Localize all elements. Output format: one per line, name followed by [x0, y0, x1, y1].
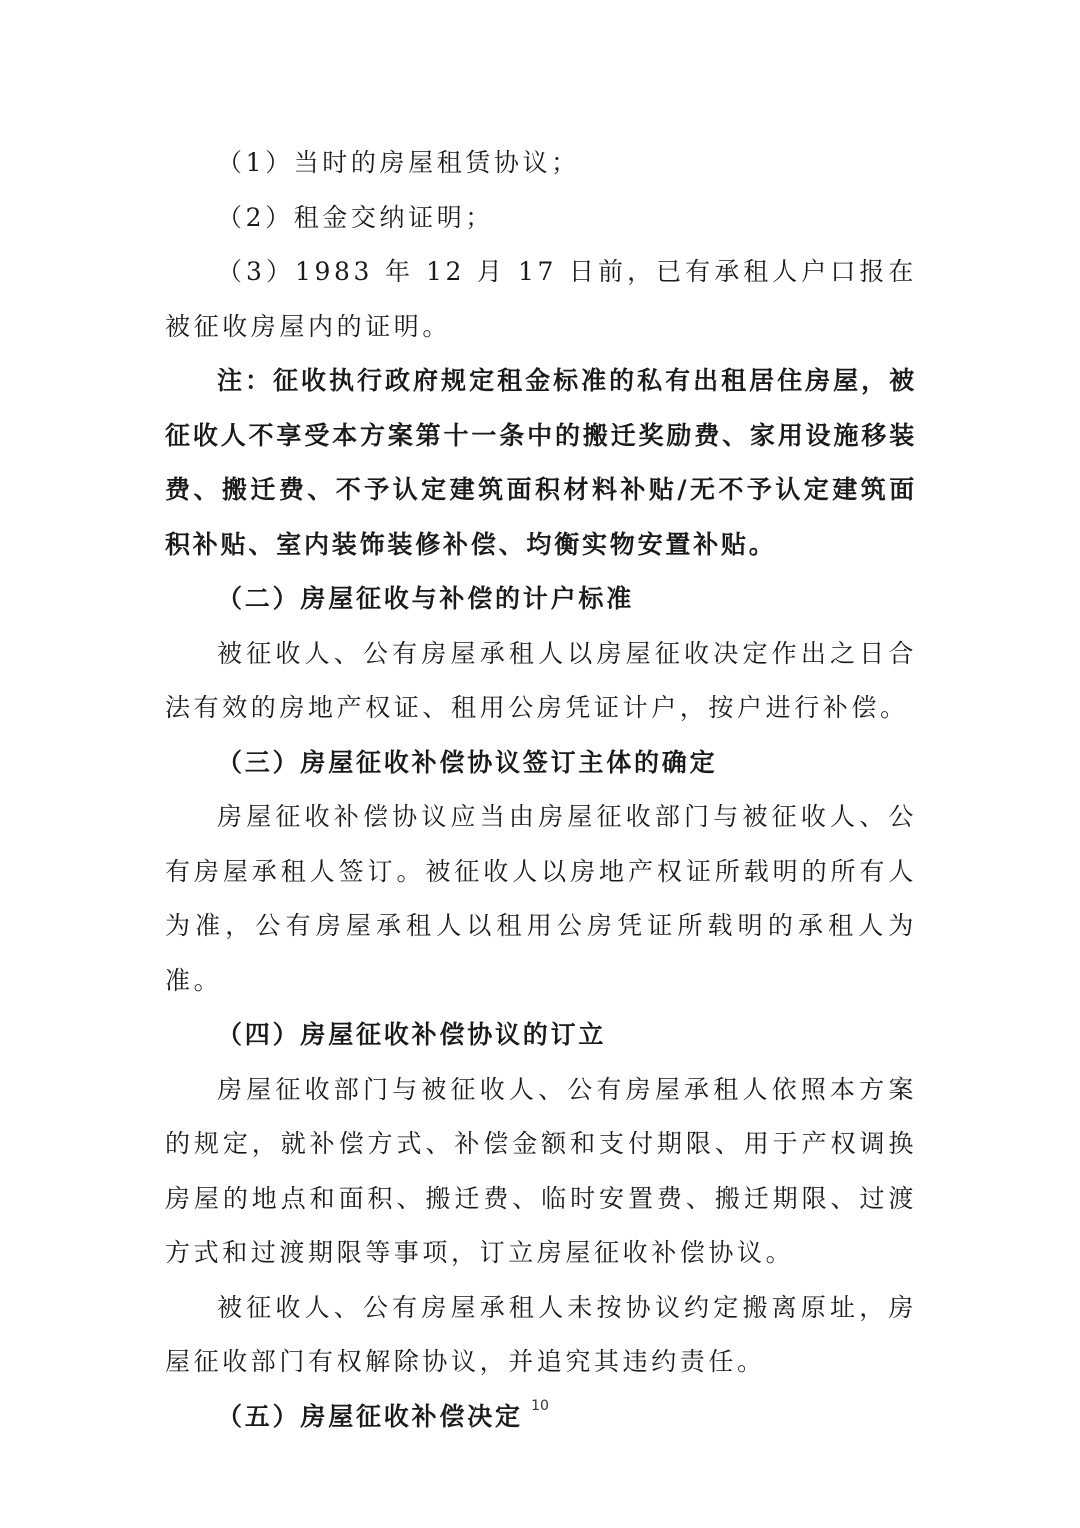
section-heading-2: （二）房屋征收与补偿的计户标准 [217, 584, 635, 613]
body-paragraph: 房屋征收部门与被征收人、公有房屋承租人依照本方案的规定，就补偿方式、补偿金额和支付期限、用于产权调换房屋的地点和面积、搬迁费、临时安置费、搬迁期限、过渡方式和过渡期限等事项，订立房屋征收补偿协议。 [165, 1074, 917, 1267]
note-paragraph: 注：征收执行政府规定租金标准的私有出租居住房屋，被征收人不享受本方案第十一条中的搬迁奖励费、家用设施移装费、搬迁费、不予认定建筑面积材料补贴/无不予认定建筑面积补贴、室内装饰装修补偿、均衡实物安置补贴。 [165, 366, 917, 559]
body-paragraph: 被征收人、公有房屋承租人以房屋征收决定作出之日合法有效的房地产权证、租用公房凭证计户，按户进行补偿。 [165, 638, 917, 722]
list-item-3: （3）1983 年 12 月 17 日前，已有承租人户口报在被征收房屋内的证明。 [165, 257, 917, 341]
section-heading-5: （五）房屋征收补偿决定 [217, 1401, 523, 1431]
section-heading-4: （四）房屋征收补偿协议的订立 [217, 1020, 607, 1049]
list-item-2: （2）租金交纳证明； [217, 202, 494, 232]
page-number: 10 [531, 1398, 549, 1414]
list-item-1: （1）当时的房屋租赁协议； [217, 148, 580, 177]
body-paragraph: 房屋征收补偿协议应当由房屋征收部门与被征收人、公有房屋承租人签订。被征收人以房地产权证所载明的所有人为准，公有房屋承租人以租用公房凭证所载明的承租人为准。 [165, 802, 917, 995]
body-paragraph: 被征收人、公有房屋承租人未按协议约定搬离原址，房屋征收部门有权解除协议，并追究其违约责任。 [165, 1292, 917, 1376]
document-body [165, 136, 917, 1444]
section-heading-3: （三）房屋征收补偿协议签订主体的确定 [217, 747, 718, 777]
